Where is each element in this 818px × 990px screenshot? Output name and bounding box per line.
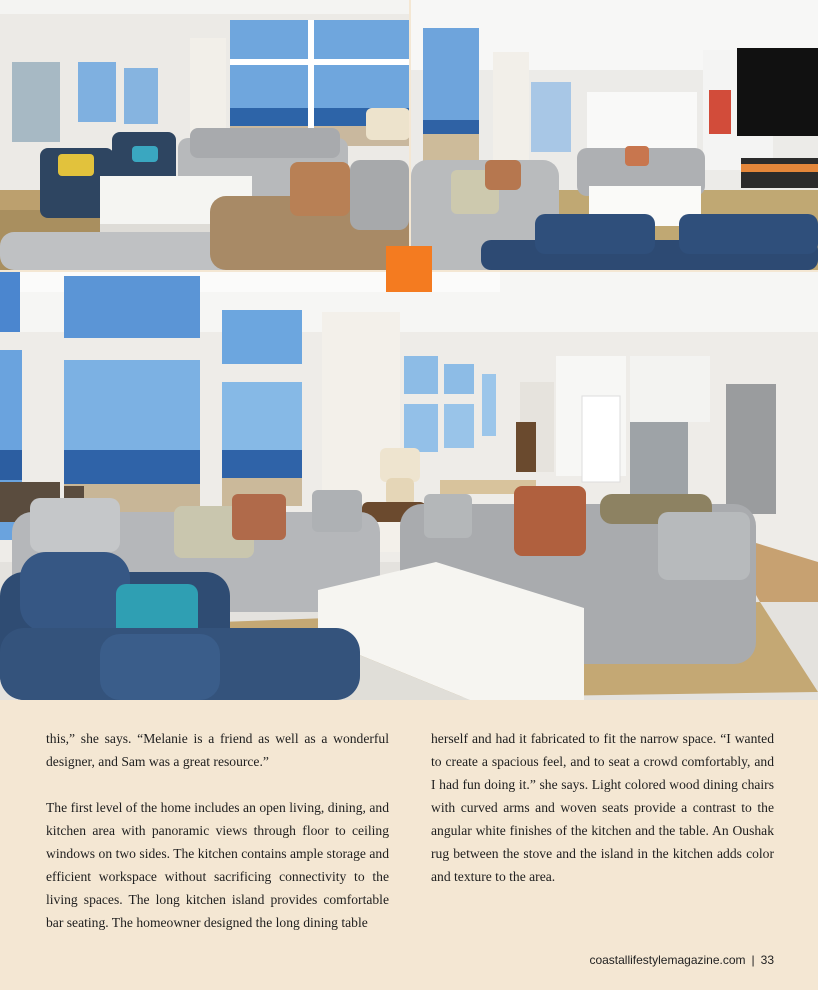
- footer-separator: |: [751, 953, 755, 967]
- article-column-left: [46, 727, 389, 957]
- page-footer: [589, 953, 774, 967]
- article-paragraph: The first level of the home includes an open living, dining, and kitchen area with panoramic views through floor to ceiling windows on two sides. The kitchen contains ample storage and efficient workspace without sacrificing connectivity to the living spaces. The long kitchen island provides comfortable bar seating. The homeowner designed the long dining table: [46, 800, 389, 930]
- article-paragraph: this,” she says. “Melanie is a friend as well as a wonderful designer, and Sam was a great resource.”: [46, 731, 389, 769]
- page-number: 33: [760, 953, 774, 967]
- footer-site-url: coastallifestylemagazine.com: [589, 953, 746, 967]
- photo-living-room-corner: [0, 0, 409, 270]
- article-column-right: [431, 727, 774, 911]
- orange-accent-square: [386, 246, 432, 292]
- article-paragraph: herself and had it fabricated to fit the narrow space. “I wanted to create a spacious feel, and to seat a crowd comfortably, and I had fun doing it.” she says. Light colored wood dining chairs with curved arms and woven seats provide a contrast to the angular white finishes of the kitchen and the table. An Oushak rug between the stove and the island in the kitchen adds color and texture to the area.: [431, 731, 774, 884]
- photo-great-room: [411, 0, 818, 270]
- photo-living-room-ocean-view: [0, 272, 818, 700]
